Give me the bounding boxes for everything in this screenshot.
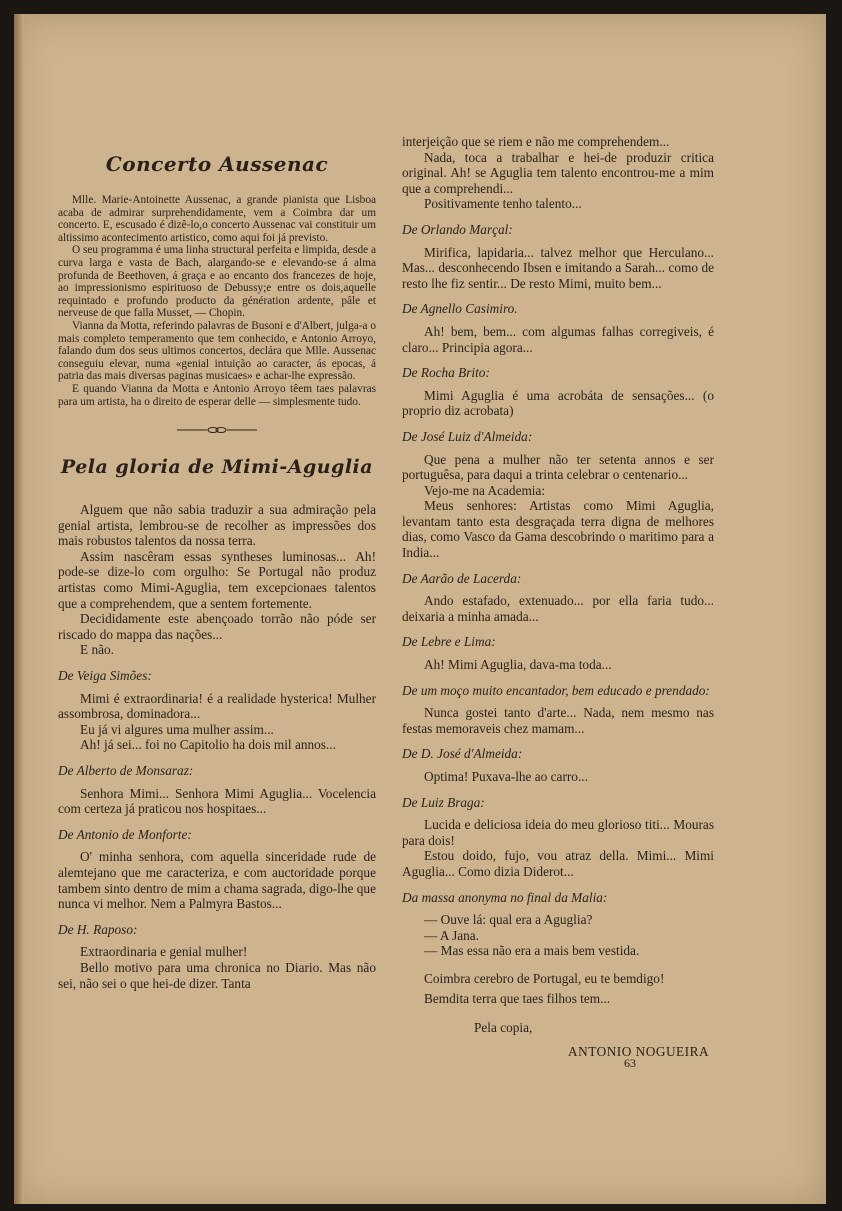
speaker-heading: De Agnello Casimiro.	[402, 301, 518, 317]
speaker-heading: De Antonio de Monforte:	[58, 826, 192, 842]
right-column	[402, 134, 714, 1059]
speaker-heading: De Alberto de Monsaraz:	[58, 763, 194, 778]
quote-line: — A Jana.	[424, 927, 480, 943]
speaker-heading: De Aarão de Lacerda:	[402, 570, 522, 586]
speaker-heading: De D. José d'Almeida:	[402, 746, 523, 762]
speaker-heading: De H. Raposo:	[58, 921, 138, 937]
quote-line: Ah! bem, bem... com algumas falhas corregiveis, é claro... Principia agora...	[402, 323, 714, 355]
quote-line: — Ouve lá: qual era a Aguglia?	[424, 912, 593, 928]
speaker-heading: Da massa anonyma no final da Malia:	[402, 889, 608, 905]
intro-paragraph: Assim nascêram essas syntheses luminosas... Ah! pode-se dize-lo com orgulho: Se Portugal não produz artistas como Mimi-Aguglia, tem excepcionaes talentos que a comprehendem, que a sentem fortemente.	[58, 548, 376, 611]
book-page	[14, 14, 826, 1204]
closing-line: Bemdita terra que taes filhos tem...	[424, 990, 611, 1006]
quote-line: Bello motivo para uma chronica no Diario. Mas não sei, não sei o que hei-de dizer. Tanta	[58, 959, 376, 991]
speaker-heading: De Orlando Marçal:	[402, 221, 513, 237]
concerto-paragraph: Vianna da Motta, referindo palavras de Busoni e d'Albert, julga-a o mais completo temperamento que tem conhecido, e Antonio Arroyo, falando dum dos seus ultimos concertos, declára que Mlle. Aussenac conseguiu elevar, numa «genial intuição ao caracter, ás epocas, á patria das mais diversas paginas musicaes» e achar-lhe expressão.	[58, 319, 376, 383]
mimi-article-intro	[58, 502, 376, 991]
quote-line: Eu já vi algures uma mulher assim...	[80, 721, 274, 737]
quote-line: Optima! Puxava-lhe ao carro...	[424, 769, 588, 784]
quote-line: Ah! Mimi Aguglia, dava-ma toda...	[424, 657, 612, 673]
speaker-heading: De um moço muito encantador, bem educado e prendado:	[402, 682, 710, 698]
intro-paragraph: Alguem que não sabia traduzir a sua admiração pela genial artista, lembrou-se de recolher as impressões dos mais robustos talentos da nossa terra.	[58, 502, 376, 549]
speaker-heading: De Luiz Braga:	[402, 794, 485, 810]
speaker-heading: De Lebre e Lima:	[402, 634, 496, 650]
article-title-mimi: Pela gloria de Mimi-Aguglia	[60, 456, 374, 479]
quote-line: Nunca gostei tanto d'arte... Nada, nem mesmo nas festas memoraveis chez mamam...	[402, 705, 714, 736]
speaker-heading: De Veiga Simões:	[58, 668, 152, 684]
quote-line: Estou doido, fujo, vou atraz della. Mimi... Mimi Aguglia... Como dizia Diderot...	[402, 848, 714, 879]
concerto-paragraph: E quando Vianna da Motta e Antonio Arroyo têem taes palavras para um artista, ha o direito de esperar delle — simplesmente tudo.	[58, 382, 376, 408]
continuation-line: Nada, toca a trabalhar e hei-de produzir critica original. Ah! se Aguglia tem talento encontrou-me a mim que a comprehendi...	[402, 149, 714, 196]
quote-line: Lucida e deliciosa ideia do meu glorioso titi... Mouras para dois!	[402, 817, 714, 848]
quote-line: O' minha senhora, com aquella sinceridade rude de alemtejano que me caracteriza, e com auctoridade porque tambem sinto dentro de mim a chama sagrada, digo-lhe que nunca vi melhor. Nem a Palmyra Bastos...	[58, 849, 376, 912]
concerto-paragraph: Mlle. Marie-Antoinette Aussenac, a grande pianista que Lisboa acaba de admirar surprehendidamente, vem a Coimbra dar um concerto. E, escusado é dizê-lo,o concerto Aussenac vai constituir um altissimo acontecimento artistico, como aqui foi já previsto.	[58, 194, 376, 244]
continuation-line: interjeição que se riem e não me comprehendem...	[402, 134, 670, 149]
quote-line: Mirifica, lapidaria... talvez melhor que Herculano... Mas... desconhecendo Ibsen e imitando a Sarah... como de resto lhe fiz sentir... De resto Mimi, muito bem...	[402, 244, 714, 291]
speaker-heading: De Rocha Brito:	[402, 365, 490, 381]
quote-line: Senhora Mimi... Senhora Mimi Aguglia... Vocelencia com certeza já praticou nos hospitaes...	[58, 785, 376, 817]
quote-line: Mimi é extraordinaria! é a realidade hysterica! Mulher assombrosa, dominadora...	[58, 690, 376, 722]
quote-line: Vejo-me na Academia:	[424, 482, 546, 498]
concerto-paragraph: O seu programma é uma linha structural perfeita e limpida, desde a curva larga e vasta de Bach, alargando-se e elevando-se á alma profunda de Beethoven, á graça e ao encanto dos francezes de hoje, ao impressionismo espirituoso de Debussy;e entre os dois,aquelle requintado e profundo producto da génération ardente, pâle et nerveuse de que falla Musset, — Chopin.	[58, 244, 376, 320]
author-signature: ANTONIO NOGUEIRA	[568, 1043, 710, 1059]
intro-paragraph: Decididamente este abençoado torrão não póde ser riscado do mappa das nações...	[58, 611, 376, 642]
left-column	[58, 142, 376, 991]
article-title-concerto: Concerto Aussenac	[105, 152, 329, 176]
concerto-article-body	[58, 194, 376, 408]
closing-line: Coimbra cerebro de Portugal, eu te bemdigo!	[424, 970, 665, 986]
page-number: 63	[624, 1056, 636, 1070]
quote-line: Meus senhores: Artistas como Mimi Aguglia, levantam tanto esta desgraçada terra digna de melhores dias, como Vasco da Gama descobrindo o maritimo para a India...	[402, 498, 714, 561]
quote-line: Ah! já sei... foi no Capitolio ha dois mil annos...	[80, 737, 336, 753]
quote-line: Extraordinaria e genial mulher!	[80, 944, 248, 960]
page-spine	[14, 14, 24, 1204]
quote-line: Mimi Aguglia é uma acrobáta de sensações... (o proprio diz acrobata)	[402, 387, 714, 419]
quote-line: Que pena a mulher não ter setenta annos e ser portuguêsa, para daqui a trinta celebrar o centenario...	[402, 451, 714, 483]
ornament-divider	[177, 426, 257, 434]
intro-paragraph: E não.	[80, 642, 114, 658]
quote-line: — Mas essa não era a mais bem vestida.	[424, 943, 640, 959]
speaker-heading: De José Luiz d'Almeida:	[402, 428, 533, 444]
continuation-line: Positivamente tenho talento...	[424, 196, 582, 212]
quote-line: Ando estafado, extenuado... por ella faria tudo... deixaria a minha amada...	[402, 593, 714, 624]
copy-label: Pela copia,	[474, 1020, 533, 1036]
